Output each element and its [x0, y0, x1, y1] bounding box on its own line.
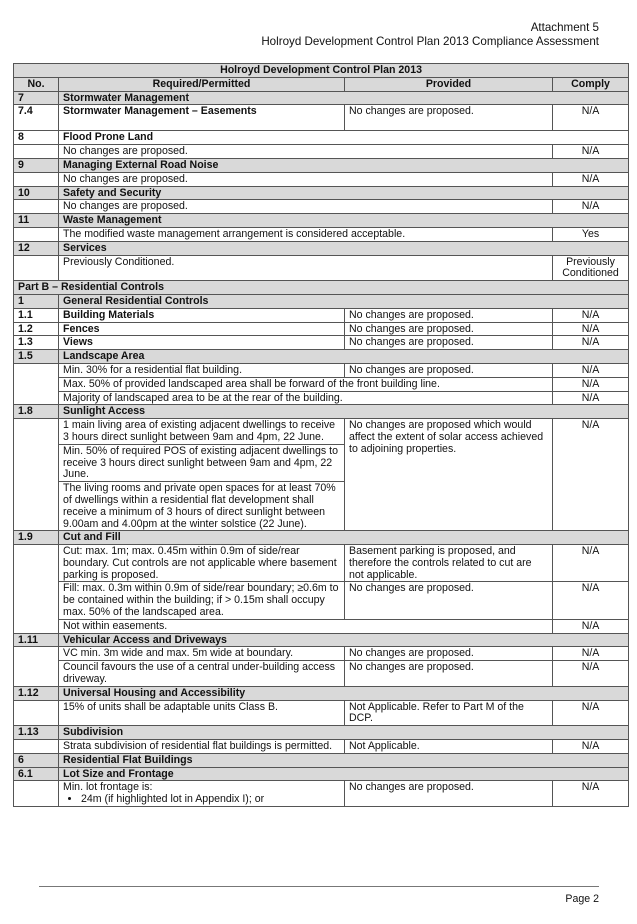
provided-cell: No changes are proposed.	[345, 582, 553, 619]
bullet-list	[63, 794, 340, 806]
section-title: Managing External Road Noise	[59, 158, 629, 172]
section-row	[14, 686, 629, 700]
section-row	[14, 131, 629, 145]
required-cell: No changes are proposed.	[59, 200, 553, 214]
comply-cell: Previously Conditioned	[553, 255, 629, 281]
compliance-table	[13, 63, 629, 807]
row-number: 1.3	[14, 336, 59, 350]
comply-cell: N/A	[553, 647, 629, 661]
section-number: 9	[14, 158, 59, 172]
table-row	[14, 363, 629, 377]
provided-cell: No changes are proposed.	[345, 308, 553, 322]
empty-cell	[14, 647, 59, 686]
required-cell: The living rooms and private open spaces for at least 70% of dwellings within a residential flat development shall receive a minimum of 3 hours of direct sunlight between 9.00am and 4.00pm at the winter solstice (22 June).	[59, 482, 345, 531]
empty-cell	[14, 255, 59, 281]
section-number: 1.11	[14, 633, 59, 647]
table-row	[14, 255, 629, 281]
section-row	[14, 726, 629, 740]
required-cell: Council favours the use of a central under-building access driveway.	[59, 661, 345, 687]
comply-cell: Yes	[553, 227, 629, 241]
section-title: Cut and Fill	[59, 531, 629, 545]
col-header-provided: Provided	[345, 77, 553, 91]
empty-cell	[14, 740, 59, 754]
comply-cell: N/A	[553, 377, 629, 391]
comply-cell: N/A	[553, 545, 629, 582]
section-number: 1	[14, 294, 59, 308]
provided-cell: No changes are proposed.	[345, 336, 553, 350]
section-number: 8	[14, 131, 59, 145]
section-row	[14, 91, 629, 105]
comply-cell: N/A	[553, 661, 629, 687]
table-row	[14, 545, 629, 582]
table-row	[14, 661, 629, 687]
section-number: 6	[14, 753, 59, 767]
provided-cell: No changes are proposed.	[345, 363, 553, 377]
comply-cell: N/A	[553, 363, 629, 377]
section-number: 1.5	[14, 350, 59, 364]
provided-cell: Not Applicable. Refer to Part M of the DCP.	[345, 700, 553, 726]
empty-cell	[14, 363, 59, 404]
comply-cell: N/A	[553, 781, 629, 807]
comply-cell: N/A	[553, 105, 629, 131]
empty-cell	[14, 200, 59, 214]
section-number: 1.9	[14, 531, 59, 545]
section-number: 10	[14, 186, 59, 200]
row-number: 1.2	[14, 322, 59, 336]
provided-cell: Basement parking is proposed, and therefore the controls related to cut are not applicable.	[345, 545, 553, 582]
column-header-row	[14, 77, 629, 91]
table-row	[14, 700, 629, 726]
empty-cell	[14, 172, 59, 186]
provided-cell: No changes are proposed.	[345, 647, 553, 661]
empty-cell	[14, 545, 59, 634]
provided-cell: No changes are proposed.	[345, 661, 553, 687]
table-row	[14, 419, 629, 445]
part-row	[14, 281, 629, 295]
section-number: 1.13	[14, 726, 59, 740]
section-number: 12	[14, 241, 59, 255]
section-number: 6.1	[14, 767, 59, 781]
row-title: Views	[59, 336, 345, 350]
empty-cell	[14, 700, 59, 726]
required-cell: 1 main living area of existing adjacent dwellings to receive 3 hours direct sunlight between 9am and 4pm, 22 June.	[59, 419, 345, 445]
section-title: Flood Prone Land	[59, 131, 629, 145]
table-row	[14, 647, 629, 661]
row-number: 1.1	[14, 308, 59, 322]
required-cell: Fill: max. 0.3m within 0.9m of side/rear boundary; ≥0.6m to be contained within the building; if > 0.15m shall occupy max. 50% of the landscaped area.	[59, 582, 345, 619]
section-row	[14, 294, 629, 308]
section-row	[14, 767, 629, 781]
footer-divider	[39, 886, 599, 887]
row-number: 7.4	[14, 105, 59, 131]
required-cell: Not within easements.	[59, 619, 553, 633]
table-row	[14, 172, 629, 186]
comply-cell: N/A	[553, 308, 629, 322]
provided-cell: Not Applicable.	[345, 740, 553, 754]
section-row	[14, 350, 629, 364]
table-row	[14, 619, 629, 633]
comply-cell: N/A	[553, 391, 629, 405]
required-cell: The modified waste management arrangement is considered acceptable.	[59, 227, 553, 241]
table-row	[14, 308, 629, 322]
empty-cell	[14, 419, 59, 531]
section-number: 7	[14, 91, 59, 105]
section-title: Landscape Area	[59, 350, 629, 364]
comply-cell: N/A	[553, 700, 629, 726]
section-title: Services	[59, 241, 629, 255]
empty-cell	[14, 227, 59, 241]
section-row	[14, 531, 629, 545]
table-row	[14, 582, 629, 619]
comply-cell: N/A	[553, 619, 629, 633]
row-title: Building Materials	[59, 308, 345, 322]
required-cell	[59, 781, 345, 807]
document-title: Holroyd Development Control Plan 2013 Compliance Assessment	[261, 35, 599, 48]
required-cell: Min. 30% for a residential flat building.	[59, 363, 345, 377]
required-cell: Previously Conditioned.	[59, 255, 553, 281]
empty-cell	[14, 145, 59, 159]
col-header-required: Required/Permitted	[59, 77, 345, 91]
required-text: Min. lot frontage is:	[63, 781, 153, 794]
required-cell: VC min. 3m wide and max. 5m wide at boundary.	[59, 647, 345, 661]
comply-cell: N/A	[553, 582, 629, 619]
provided-cell: No changes are proposed.	[345, 105, 553, 131]
comply-cell: N/A	[553, 200, 629, 214]
list-item: • 24m (if highlighted lot in Appendix I); or	[81, 794, 340, 806]
section-row	[14, 405, 629, 419]
table-row	[14, 322, 629, 336]
section-title: Vehicular Access and Driveways	[59, 633, 629, 647]
empty-cell	[14, 781, 59, 807]
section-row	[14, 753, 629, 767]
table-row	[14, 145, 629, 159]
required-cell: Max. 50% of provided landscaped area shall be forward of the front building line.	[59, 377, 553, 391]
row-title: Fences	[59, 322, 345, 336]
comply-cell: N/A	[553, 740, 629, 754]
section-row	[14, 158, 629, 172]
comply-cell: N/A	[553, 419, 629, 531]
section-title: Lot Size and Frontage	[59, 767, 629, 781]
comply-cell: N/A	[553, 336, 629, 350]
table-row	[14, 336, 629, 350]
required-cell: Cut: max. 1m; max. 0.45m within 0.9m of side/rear boundary. Cut controls are not applicable where basement parking is proposed.	[59, 545, 345, 582]
section-number: 1.8	[14, 405, 59, 419]
required-cell: No changes are proposed.	[59, 145, 553, 159]
col-header-no: No.	[14, 77, 59, 91]
table-title-row	[14, 64, 629, 78]
section-title: Waste Management	[59, 214, 629, 228]
section-row	[14, 186, 629, 200]
comply-cell: N/A	[553, 172, 629, 186]
required-cell: Majority of landscaped area to be at the rear of the building.	[59, 391, 553, 405]
table-row	[14, 377, 629, 391]
table-row	[14, 200, 629, 214]
section-row	[14, 214, 629, 228]
section-title: Sunlight Access	[59, 405, 629, 419]
table-row	[14, 227, 629, 241]
document-header	[261, 21, 599, 49]
attachment-label: Attachment 5	[530, 21, 599, 34]
comply-cell: N/A	[553, 322, 629, 336]
required-cell: 15% of units shall be adaptable units Class B.	[59, 700, 345, 726]
required-cell: Strata subdivision of residential flat buildings is permitted.	[59, 740, 345, 754]
table-row	[14, 391, 629, 405]
section-row	[14, 241, 629, 255]
table-row	[14, 740, 629, 754]
section-row	[14, 633, 629, 647]
required-cell: No changes are proposed.	[59, 172, 553, 186]
provided-cell: No changes are proposed.	[345, 781, 553, 807]
section-title: Stormwater Management	[59, 91, 629, 105]
provided-cell: No changes are proposed.	[345, 322, 553, 336]
part-title: Part B – Residential Controls	[14, 281, 629, 295]
section-title: Residential Flat Buildings	[59, 753, 629, 767]
table-row	[14, 105, 629, 131]
section-number: 11	[14, 214, 59, 228]
row-title: Stormwater Management – Easements	[59, 105, 345, 131]
section-title: General Residential Controls	[59, 294, 629, 308]
table-row	[14, 781, 629, 807]
section-title: Subdivision	[59, 726, 629, 740]
section-title: Universal Housing and Accessibility	[59, 686, 629, 700]
required-cell: Min. 50% of required POS of existing adjacent dwellings to receive 3 hours direct sunlight between 9am and 4pm, 22 June.	[59, 444, 345, 481]
section-number: 1.12	[14, 686, 59, 700]
comply-cell: N/A	[553, 145, 629, 159]
provided-cell: No changes are proposed which would affect the extent of solar access achieved to adjoining properties.	[345, 419, 553, 531]
section-title: Safety and Security	[59, 186, 629, 200]
table-title: Holroyd Development Control Plan 2013	[14, 64, 629, 78]
col-header-comply: Comply	[553, 77, 629, 91]
page-number: Page 2	[565, 893, 599, 905]
